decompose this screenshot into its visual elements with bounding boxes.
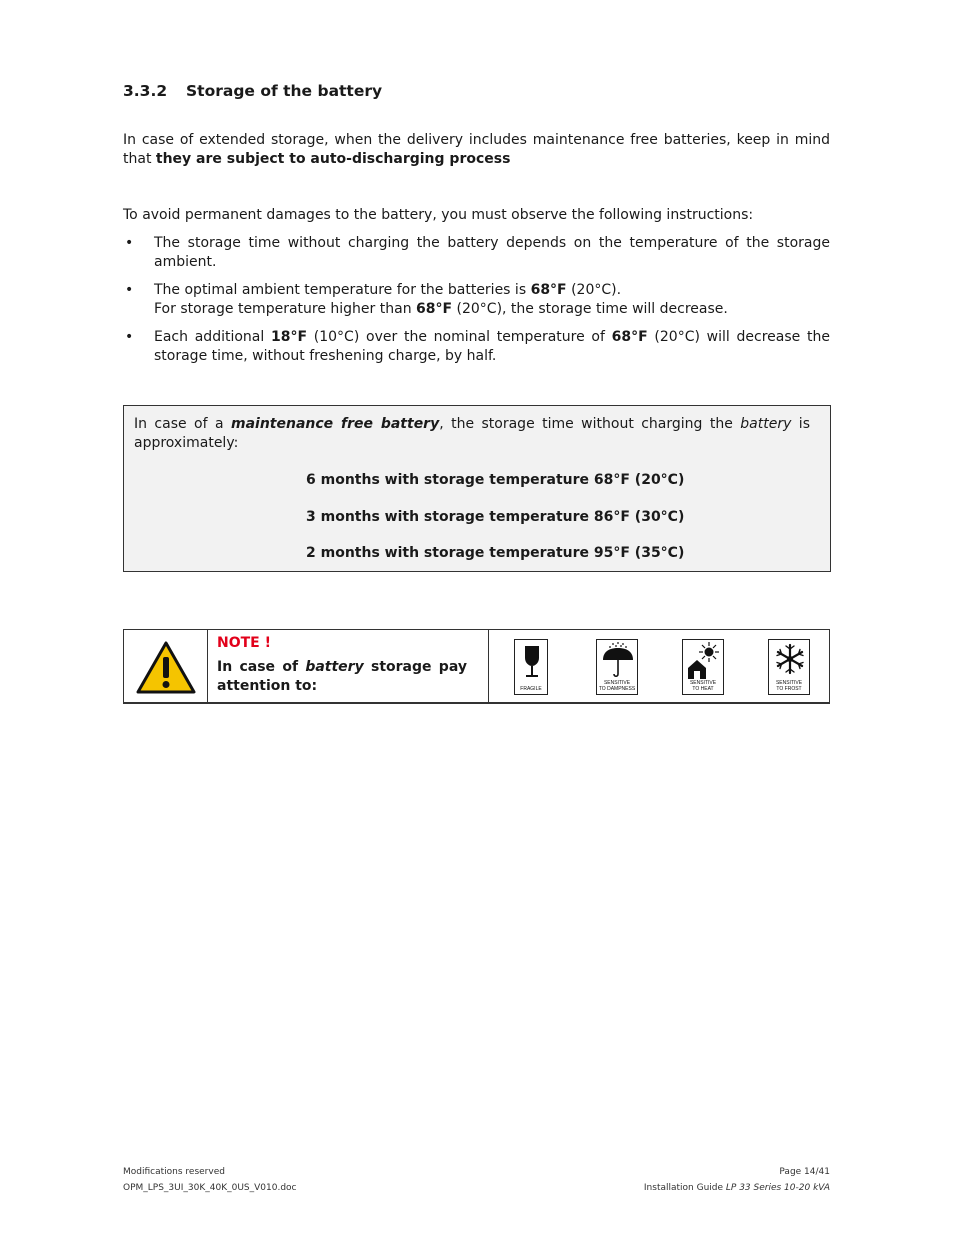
frost-symbol bbox=[768, 639, 810, 695]
instructions-lead: To avoid permanent damages to the battery, you must observe the following instructions: bbox=[123, 207, 754, 223]
instructions-list bbox=[123, 234, 830, 375]
bullet-bold: 68°F bbox=[611, 329, 648, 345]
bullet-text: (20°C) will decrease the storage time, without freshening charge, by half. bbox=[154, 329, 830, 364]
handling-symbols-cell bbox=[489, 630, 829, 704]
bullet-text: (20°C), the storage time will decrease. bbox=[452, 301, 728, 317]
footer-product: LP 33 Series 10-20 kVA bbox=[725, 1183, 830, 1193]
note-cell bbox=[208, 630, 489, 704]
footer-page-number: Page 14/41 bbox=[779, 1167, 830, 1177]
footer-doc-type: Installation Guide bbox=[643, 1183, 726, 1193]
bullet-bold: 68°F bbox=[416, 301, 453, 317]
dampness-symbol bbox=[596, 639, 638, 695]
bullet-text: The storage time without charging the battery depends on the temperature of the storage ambient. bbox=[154, 235, 830, 270]
section-heading bbox=[123, 82, 382, 100]
warning-triangle-icon bbox=[135, 640, 197, 696]
storage-time-35c: 2 months with storage temperature 95°F (35°C) bbox=[306, 545, 685, 561]
section-number: 3.3.2 bbox=[123, 82, 168, 100]
bullet-icon: • bbox=[125, 282, 134, 298]
intro-paragraph bbox=[123, 131, 830, 169]
footer-modifications: Modifications reserved bbox=[123, 1167, 225, 1177]
storage-time-30c: 3 months with storage temperature 86°F (30°C) bbox=[306, 509, 685, 525]
infobox-text: , the storage time without charging the bbox=[439, 416, 741, 432]
note-title: NOTE ! bbox=[217, 635, 271, 651]
dampness-label-line: SENSITIVE bbox=[603, 680, 631, 686]
footer-document-title bbox=[644, 1183, 830, 1193]
bullet-text: (10°C) over the nominal temperature of bbox=[307, 329, 612, 345]
fragile-symbol bbox=[514, 639, 548, 695]
bullet-bold: 68°F bbox=[530, 282, 567, 298]
heat-label-line: TO HEAT bbox=[692, 686, 714, 692]
intro-bold: they are subject to auto-discharging process bbox=[155, 151, 511, 167]
heat-symbol bbox=[682, 639, 724, 695]
bullet-text: The optimal ambient temperature for the batteries is bbox=[154, 282, 531, 298]
infobox-text: is approximately: bbox=[134, 416, 810, 451]
dampness-label bbox=[597, 680, 637, 692]
infobox-text: In case of a bbox=[134, 416, 231, 432]
bullet-icon: • bbox=[125, 329, 134, 345]
footer-filename: OPM_LPS_3UI_30K_40K_0US_V010.doc bbox=[123, 1183, 297, 1193]
bullet-text: Each additional bbox=[154, 329, 271, 345]
storage-time-intro bbox=[134, 415, 810, 453]
sun-house-icon bbox=[683, 640, 725, 684]
intro-text: In case of extended storage, when the delivery includes maintenance free batteries, keep in mind that bbox=[123, 132, 830, 167]
infobox-italic: battery bbox=[740, 416, 792, 432]
note-table bbox=[123, 629, 830, 704]
frost-label-line: TO FROST bbox=[776, 686, 802, 692]
bullet-text: For storage temperature higher than bbox=[154, 301, 417, 317]
heat-label-line: SENSITIVE bbox=[689, 680, 717, 686]
heat-label bbox=[683, 680, 723, 692]
list-item bbox=[123, 328, 830, 366]
bullet-bold: 18°F bbox=[270, 329, 308, 345]
snowflake-icon bbox=[769, 640, 811, 684]
frost-label-line: SENSITIVE bbox=[775, 680, 803, 686]
note-text-italic: battery bbox=[305, 659, 364, 675]
storage-time-box bbox=[123, 405, 831, 572]
note-text-part: In case of bbox=[217, 659, 306, 675]
frost-label bbox=[769, 680, 809, 692]
note-text-part: storage pay attention to: bbox=[217, 659, 467, 694]
section-title: Storage of the battery bbox=[186, 82, 383, 100]
list-item bbox=[123, 281, 830, 319]
warning-cell bbox=[124, 630, 208, 704]
dampness-label-line: TO DAMPNESS bbox=[598, 686, 636, 692]
note-text bbox=[217, 658, 467, 696]
list-item bbox=[123, 234, 830, 272]
infobox-emphasis: maintenance free battery bbox=[230, 416, 440, 432]
fragile-label: FRAGILE bbox=[520, 686, 542, 692]
storage-time-20c: 6 months with storage temperature 68°F (20°C) bbox=[306, 472, 685, 488]
bullet-icon: • bbox=[125, 235, 134, 251]
umbrella-icon bbox=[597, 640, 639, 684]
glass-icon bbox=[515, 640, 549, 684]
bullet-text: (20°C). bbox=[566, 282, 622, 298]
